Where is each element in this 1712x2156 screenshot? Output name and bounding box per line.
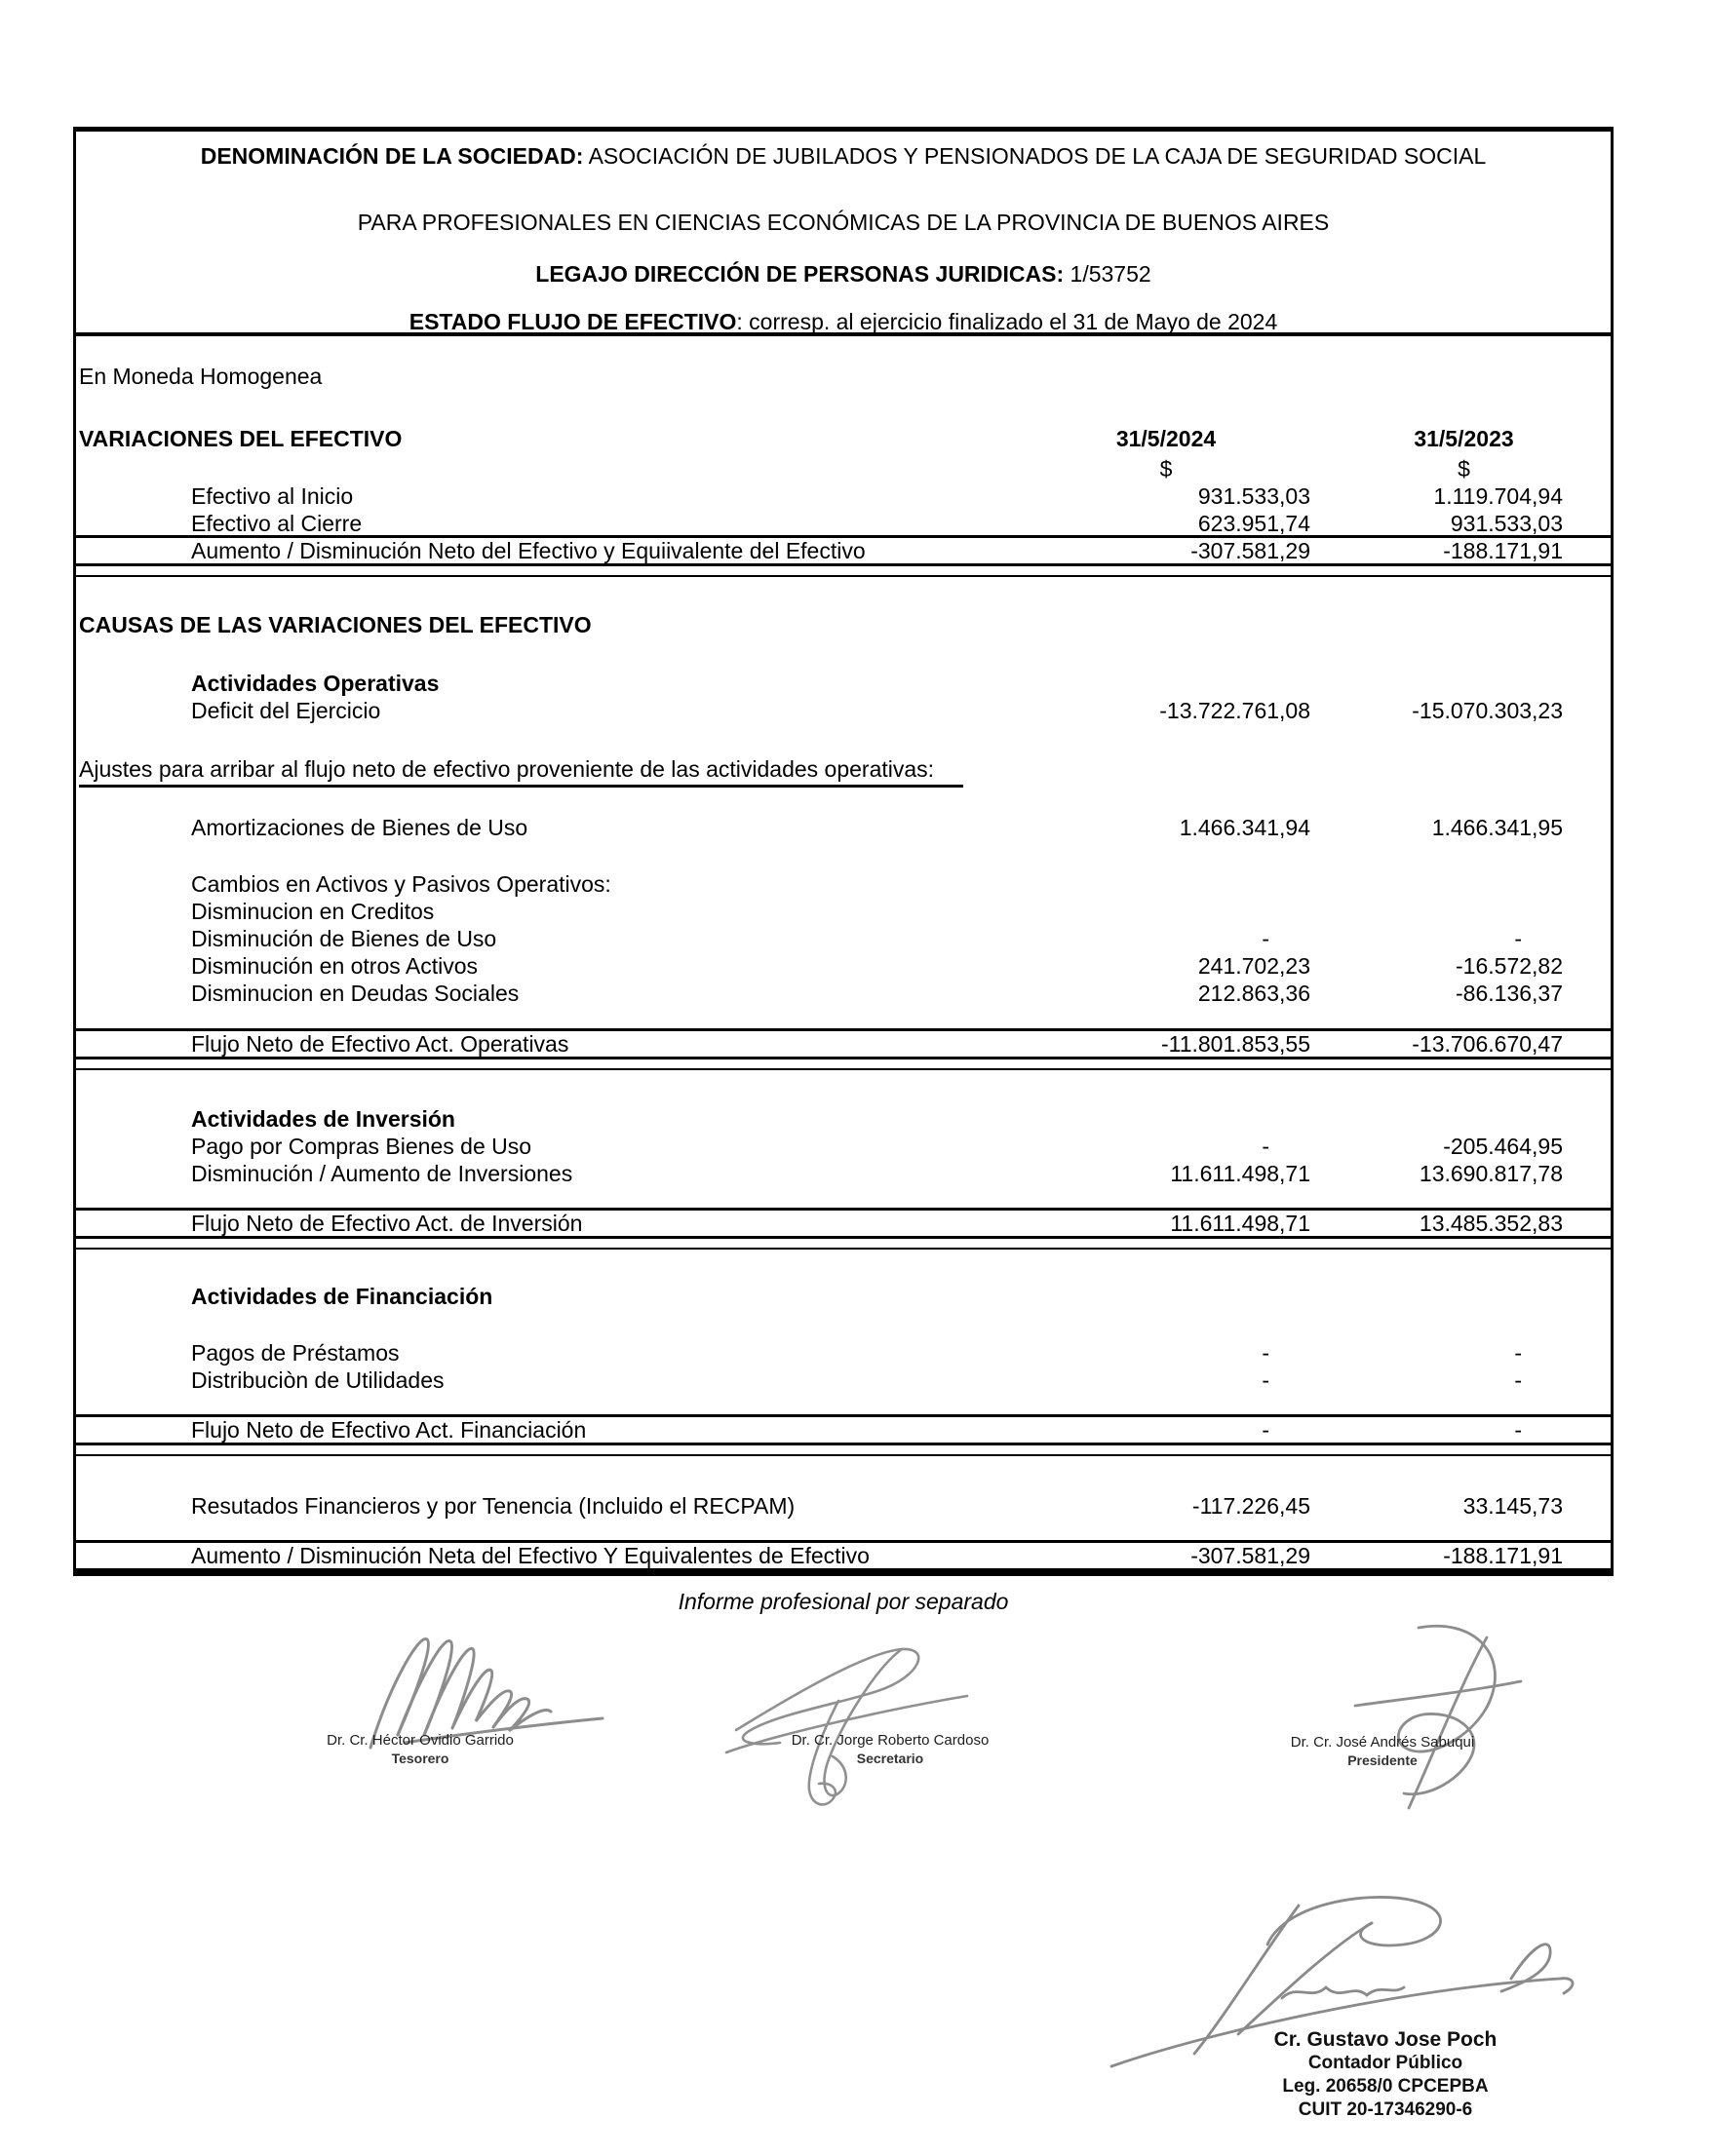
value-2024: -	[1262, 1134, 1269, 1159]
value-2023: 1.119.704,94	[1433, 483, 1563, 509]
subsection-operativas: Actividades Operativas	[191, 671, 440, 696]
row-label: Pagos de Préstamos	[191, 1340, 400, 1366]
table-row	[76, 815, 1611, 841]
value-2023: -188.171,91	[1443, 537, 1563, 563]
value-2024: 241.702,23	[1197, 953, 1310, 979]
table-row	[76, 1493, 1611, 1520]
value-2023: -86.136,37	[1456, 981, 1563, 1006]
currency-note-row	[76, 364, 1611, 390]
value-2024: 212.863,36	[1197, 981, 1310, 1006]
value-2024: -307.581,29	[1190, 537, 1310, 563]
statement-title: ESTADO FLUJO DE EFECTIVO	[409, 309, 737, 334]
company-name-line	[76, 143, 1611, 170]
value-2023: 1.466.341,95	[1431, 815, 1563, 840]
table-row	[76, 899, 1611, 925]
row-label: Deficit del Ejercicio	[191, 698, 381, 723]
separate-report-note: Informe profesional por separado	[678, 1589, 1009, 1614]
value-2024: 11.611.498,71	[1170, 1210, 1310, 1236]
accountant-license: Leg. 20658/0 CPCEPBA	[1282, 2076, 1489, 2097]
currency-note: En Moneda Homogenea	[79, 364, 323, 389]
total-row-final	[76, 1540, 1611, 1571]
value-2023: -	[1514, 1416, 1522, 1443]
accountant-block	[1215, 2027, 1556, 2122]
separator-line	[76, 575, 1611, 577]
total-row-operativas	[76, 1028, 1611, 1059]
value-2023: -16.572,82	[1456, 953, 1563, 979]
value-2024: -13.722.761,08	[1159, 698, 1310, 723]
total-label: Flujo Neto de Efectivo Act. Operativas	[191, 1030, 569, 1057]
value-2024: 931.533,03	[1197, 483, 1310, 509]
value-2023: 931.533,03	[1450, 511, 1563, 536]
row-label: Amortizaciones de Bienes de Uso	[191, 815, 528, 840]
total-label: Flujo Neto de Efectivo Act. Financiación	[191, 1416, 587, 1443]
legajo-value: 1/53752	[1070, 261, 1151, 287]
column-header-row	[76, 426, 1611, 452]
table-row	[76, 953, 1611, 980]
value-2024: -307.581,29	[1190, 1542, 1310, 1568]
subsection-title-row	[76, 1106, 1611, 1133]
signature-cardoso-icon	[721, 1637, 1004, 1813]
signatory-role: Tesorero	[391, 1751, 449, 1766]
accountant-name: Cr. Gustavo Jose Poch	[1273, 2028, 1498, 2051]
total-label: Flujo Neto de Efectivo Act. de Inversión	[191, 1210, 583, 1236]
legajo-line	[76, 261, 1611, 288]
subsection-inversion: Actividades de Inversión	[191, 1106, 455, 1132]
document-header-box	[73, 127, 1614, 336]
value-2023: 33.145,73	[1462, 1493, 1563, 1519]
statement-title-line	[76, 309, 1611, 335]
signatory-name: Dr. Cr. Jorge Roberto Cardoso	[791, 1732, 990, 1749]
value-2023: -205.464,95	[1443, 1134, 1563, 1159]
separator-line	[76, 1068, 1611, 1070]
row-label: Efectivo al Cierre	[191, 511, 363, 536]
table-row	[76, 981, 1611, 1007]
signature-sabuqui-icon	[1326, 1613, 1540, 1818]
subsection-title-row	[76, 871, 1611, 898]
value-2024: -	[1262, 926, 1269, 951]
value-2024: -	[1262, 1416, 1269, 1443]
value-2024: 11.611.498,71	[1170, 1161, 1310, 1186]
row-label: Distribuciòn de Utilidades	[191, 1367, 445, 1393]
row-label: Disminucion en Deudas Sociales	[191, 981, 520, 1006]
row-label: Disminución / Aumento de Inversiones	[191, 1161, 573, 1186]
value-2023: -	[1514, 926, 1522, 951]
table-row	[76, 926, 1611, 952]
value-2024: -11.801.853,55	[1160, 1030, 1310, 1057]
company-name-line2: PARA PROFESIONALES EN CIENCIAS ECONÓMICAS DE LA PROVINCIA DE BUENOS AIRES	[357, 210, 1330, 235]
section-title-causas: CAUSAS DE LAS VARIACIONES DEL EFECTIVO	[79, 612, 592, 637]
row-label: Pago por Compras Bienes de Uso	[191, 1134, 532, 1159]
table-row	[76, 511, 1611, 537]
table-row	[76, 1161, 1611, 1187]
statement-table	[73, 336, 1614, 1576]
adjustments-note: Ajustes para arribar al flujo neto de efectivo proveniente de las actividades operativas:	[79, 756, 963, 788]
value-2024: 623.951,74	[1197, 511, 1310, 536]
signatory-role: Secretario	[856, 1751, 924, 1766]
signatory-role: Presidente	[1347, 1752, 1418, 1768]
signatory-tesorero	[279, 1731, 562, 1768]
value-2023: -	[1514, 1340, 1522, 1366]
column-header-2024: 31/5/2024	[1115, 426, 1217, 451]
table-row	[76, 698, 1611, 724]
value-2023: -188.171,91	[1443, 1542, 1563, 1568]
row-label: Resutados Financieros y por Tenencia (Incluido el RECPAM)	[191, 1493, 796, 1519]
value-2024: -117.226,45	[1191, 1493, 1310, 1519]
row-label: Disminucion en Creditos	[191, 899, 435, 924]
subsection-financiacion: Actividades de Financiación	[191, 1284, 493, 1309]
table-row	[76, 1367, 1611, 1394]
total-label: Aumento / Disminución Neto del Efectivo y Equiivalente del Efectivo	[191, 537, 866, 563]
row-label: Disminución de Bienes de Uso	[191, 926, 497, 951]
signatory-presidente	[1241, 1733, 1524, 1770]
table-row	[76, 1340, 1611, 1367]
value-2024: -	[1262, 1340, 1269, 1366]
unit-2024: $	[1159, 456, 1173, 481]
total-row-inversion	[76, 1208, 1611, 1239]
value-2023: 13.485.352,83	[1419, 1210, 1563, 1236]
total-row-financiacion	[76, 1414, 1611, 1445]
row-label: Efectivo al Inicio	[191, 483, 354, 509]
legajo-label: LEGAJO DIRECCIÓN DE PERSONAS JURIDICAS:	[535, 261, 1065, 287]
table-row	[76, 1134, 1611, 1160]
company-name-value: ASOCIACIÓN DE JUBILADOS Y PENSIONADOS DE LA CAJA DE SEGURIDAD SOCIAL	[588, 143, 1487, 169]
subsection-title-row	[76, 1284, 1611, 1310]
subsection-title-row	[76, 671, 1611, 697]
signatory-name: Dr. Cr. José Andrés Sabuqui	[1290, 1734, 1475, 1751]
value-2023: -15.070.303,23	[1412, 698, 1563, 723]
value-2023: -13.706.670,47	[1412, 1030, 1563, 1057]
column-header-2023: 31/5/2023	[1414, 426, 1514, 451]
cambios-title: Cambios en Activos y Pasivos Operativos:	[191, 871, 611, 897]
section-title-row	[76, 612, 1611, 638]
section-title-variaciones: VARIACIONES DEL EFECTIVO	[79, 426, 403, 451]
signatory-name: Dr. Cr. Héctor Ovidio Garrido	[327, 1732, 514, 1749]
total-row-variacion-neta	[76, 535, 1611, 566]
value-2023: 13.690.817,78	[1419, 1161, 1563, 1186]
signatory-secretario	[749, 1731, 1031, 1768]
unit-2023: $	[1458, 456, 1470, 481]
statement-subtitle: : corresp. al ejercicio finalizado el 31 de Mayo de 2024	[736, 309, 1278, 334]
total-label: Aumento / Disminución Neta del Efectivo Y Equivalentes de Efectivo	[191, 1542, 870, 1568]
value-2024: 1.466.341,94	[1179, 815, 1310, 840]
accountant-cuit: CUIT 20-17346290-6	[1298, 2099, 1473, 2120]
currency-unit-row	[76, 456, 1611, 482]
table-row	[76, 483, 1611, 510]
value-2023: -	[1514, 1367, 1522, 1393]
company-name-label: DENOMINACIÓN DE LA SOCIEDAD:	[200, 143, 584, 169]
value-2024: -	[1262, 1367, 1269, 1393]
accountant-title: Contador Público	[1307, 2053, 1463, 2073]
separator-line	[76, 1248, 1611, 1250]
separator-line	[76, 1454, 1611, 1456]
adjustments-note-row	[76, 756, 1611, 788]
row-label: Disminución en otros Activos	[191, 953, 479, 979]
